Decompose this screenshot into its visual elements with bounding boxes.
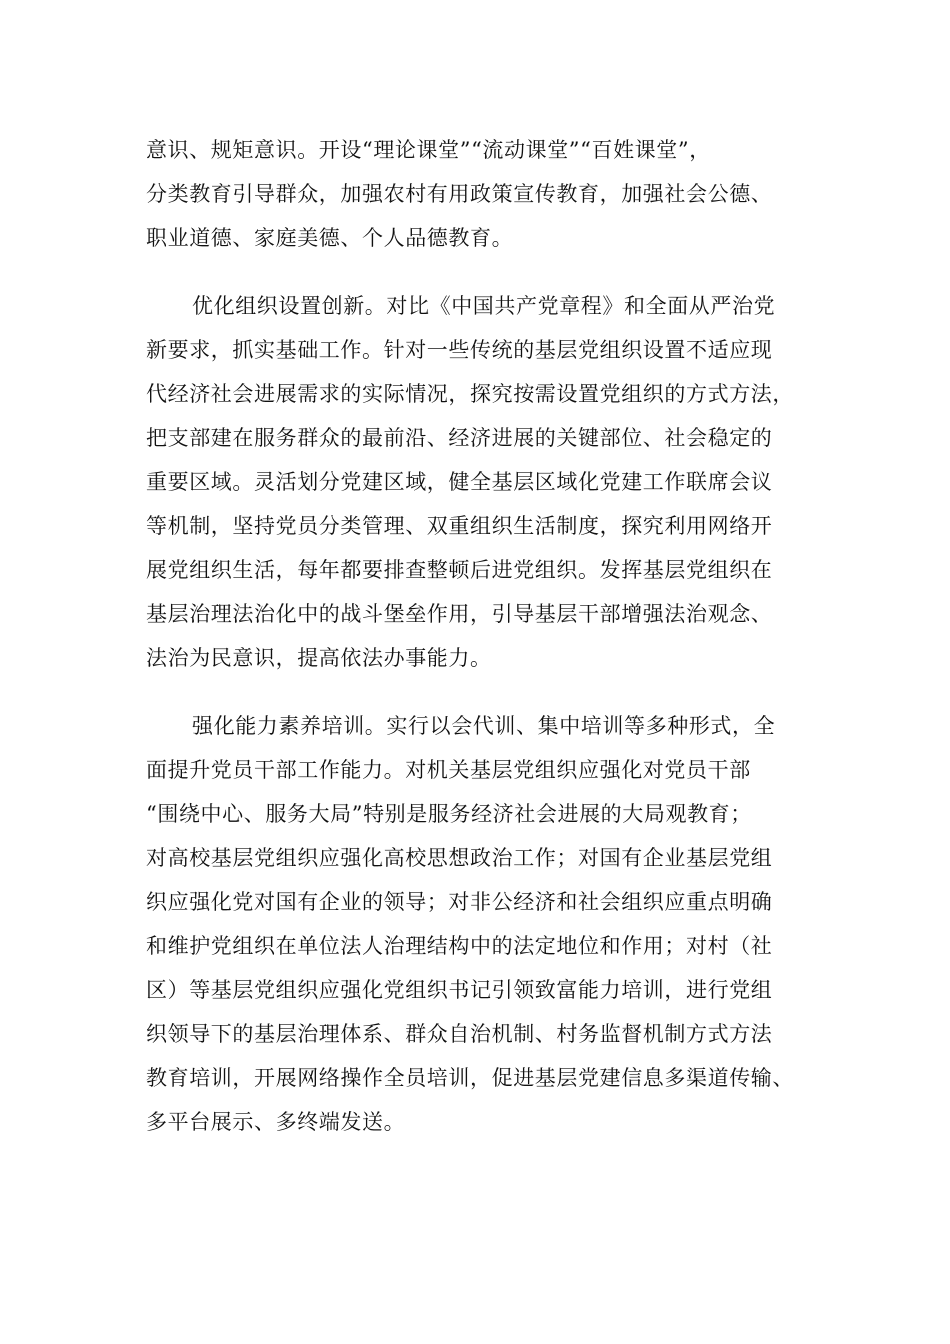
paragraph-line: 意识、规矩意识。开设“理论课堂”“流动课堂”“百姓课堂”， xyxy=(146,138,711,162)
paragraph-line: 等机制，坚持党员分类管理、双重组织生活制度，探究利用网络开 xyxy=(146,514,773,538)
paragraph-line: 优化组织设置创新。对比《中国共产党章程》和全面从严治党 xyxy=(192,294,776,318)
paragraph-line: 基层治理法治化中的战斗堡垒作用，引导基层干部增强法治观念、 xyxy=(146,602,773,626)
paragraph-line: 分类教育引导群众，加强农村有用政策宣传教育，加强社会公德、 xyxy=(146,182,773,206)
paragraph-3 xyxy=(146,704,836,1144)
document-body xyxy=(146,128,836,1144)
paragraph-line: 强化能力素养培训。实行以会代训、集中培训等多种形式，全 xyxy=(192,714,776,738)
paragraph-line: 对高校基层党组织应强化高校思想政治工作；对国有企业基层党组 xyxy=(146,846,773,870)
paragraph-2 xyxy=(146,284,836,680)
paragraph-line: 重要区域。灵活划分党建区域，健全基层区域化党建工作联席会议 xyxy=(146,470,773,494)
paragraph-line: 教育培训，开展网络操作全员培训，促进基层党建信息多渠道传输、 xyxy=(146,1066,794,1090)
paragraph-line: 和维护党组织在单位法人治理结构中的法定地位和作用；对村（社 xyxy=(146,934,773,958)
paragraph-line: 织应强化党对国有企业的领导；对非公经济和社会组织应重点明确 xyxy=(146,890,773,914)
paragraph-line: “围绕中心、服务大局”特别是服务经济社会进展的大局观教育； xyxy=(146,802,752,826)
paragraph-line: 织领导下的基层治理体系、群众自治机制、村务监督机制方式方法 xyxy=(146,1022,773,1046)
paragraph-line: 多平台展示、多终端发送。 xyxy=(146,1110,406,1134)
paragraph-line: 展党组织生活，每年都要排查整顿后进党组织。发挥基层党组织在 xyxy=(146,558,773,582)
paragraph-line: 法治为民意识，提高依法办事能力。 xyxy=(146,646,492,670)
paragraph-line: 区）等基层党组织应强化党组织书记引领致富能力培训，进行党组 xyxy=(146,978,773,1002)
paragraph-gap xyxy=(146,680,836,704)
paragraph-line: 新要求，抓实基础工作。针对一些传统的基层党组织设置不适应现 xyxy=(146,338,773,362)
paragraph-line: 把支部建在服务群众的最前沿、经济进展的关键部位、社会稳定的 xyxy=(146,426,773,450)
paragraph-line: 职业道德、家庭美德、个人品德教育。 xyxy=(146,226,514,250)
paragraph-line: 面提升党员干部工作能力。对机关基层党组织应强化对党员干部 xyxy=(146,758,751,782)
paragraph-1 xyxy=(146,128,836,260)
paragraph-gap xyxy=(146,260,836,284)
paragraph-line: 代经济社会进展需求的实际情况，探究按需设置党组织的方式方法， xyxy=(146,382,794,406)
